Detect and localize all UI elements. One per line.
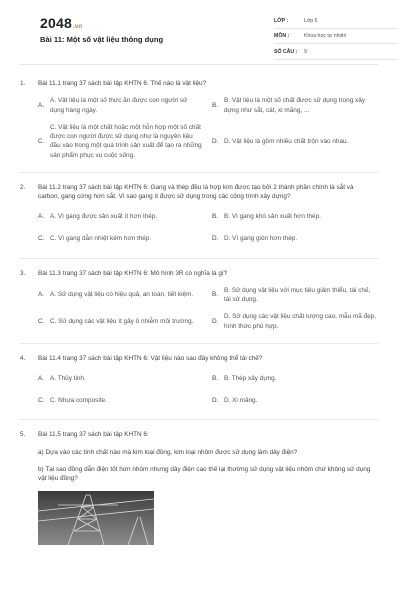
option-letter: B. xyxy=(212,291,219,299)
option-c[interactable] xyxy=(38,232,204,246)
question-1 xyxy=(20,79,378,168)
question-number: 3. xyxy=(20,269,26,277)
question-number: 4. xyxy=(20,354,26,362)
option-grid xyxy=(20,371,378,415)
option-letter: A. xyxy=(38,291,45,299)
option-letter: C. xyxy=(38,318,45,326)
question-list xyxy=(20,79,378,545)
option-letter: D. xyxy=(212,318,219,326)
option-letter: C. xyxy=(38,137,45,145)
option-text: C. Sử dụng các vật liệu ít gây ô nhiễm môi trường. xyxy=(50,318,194,326)
option-letter: D. xyxy=(212,234,219,242)
option-b[interactable] xyxy=(212,210,378,224)
option-grid xyxy=(20,286,378,339)
option-text: B. Vì gang khó sản xuất hơn thép. xyxy=(224,212,321,220)
meta-row-class xyxy=(274,13,398,29)
divider xyxy=(20,172,378,173)
question-text: Bài 11.5 trang 37 sách bài tập KHTN 6: xyxy=(38,431,149,439)
page-title: Bài 11: Một số vật liệu thông dụng xyxy=(40,35,164,44)
meta-label: MÔN : xyxy=(274,33,290,40)
option-d[interactable] xyxy=(212,123,378,160)
meta-value: Khoa học tự nhiên xyxy=(304,33,347,40)
header-divider xyxy=(20,64,378,65)
option-letter: B. xyxy=(212,212,219,220)
question-part-a: a) Dựa vào các tính chất nào mà kim loại đồng, kim loại nhôm được sử dụng làm dây điện? xyxy=(38,448,298,456)
option-grid xyxy=(20,96,378,168)
option-text: C. Vì gang dẫn nhiệt kém hơn thép. xyxy=(50,234,152,242)
option-text: A. Thủy tinh. xyxy=(50,374,86,382)
option-c[interactable] xyxy=(38,393,204,407)
option-text: D. Vật liệu là gồm nhiều chất trộn vào nhau. xyxy=(224,137,349,145)
divider xyxy=(20,419,378,420)
option-text: C. Nhựa composite. xyxy=(50,396,107,404)
option-c[interactable] xyxy=(38,312,204,331)
option-grid xyxy=(20,210,378,254)
power-tower-illustration xyxy=(38,491,154,545)
logo-text: 2048 xyxy=(40,15,72,31)
option-letter: A. xyxy=(38,374,45,382)
option-d[interactable] xyxy=(212,232,378,246)
option-text: A. Vật liệu là một số thức ăn được con người sử dụng hàng ngày. xyxy=(50,97,188,114)
question-text: Bài 11.3 trang 37 sách bài tập KHTN 6: Mô hình 3R có nghĩa là gì? xyxy=(38,269,228,277)
meta-table xyxy=(274,13,398,60)
option-b[interactable] xyxy=(212,96,378,115)
option-d[interactable] xyxy=(212,312,378,331)
option-a[interactable] xyxy=(38,286,204,305)
site-logo[interactable] xyxy=(40,13,82,33)
header xyxy=(20,0,378,62)
meta-label: SỐ CÂU : xyxy=(274,48,298,55)
question-5 xyxy=(20,430,378,545)
option-letter: D. xyxy=(212,137,219,145)
divider xyxy=(20,343,378,344)
meta-label: LỚP : xyxy=(274,17,289,24)
question-number: 1. xyxy=(20,80,26,87)
option-letter: A. xyxy=(38,101,45,109)
meta-value: Lớp 6 xyxy=(304,17,318,24)
option-c[interactable] xyxy=(38,123,204,160)
option-text: C. Vật liệu là một chất hoặc một hỗn hợp một số chất được con người được sử dụng như là nguyên liệu đầu vào trong một quá trình sản xuất để tạo ra những sản phẩm phục vụ cuộc sống. xyxy=(50,123,202,159)
question-text: Bài 11.1 trang 37 sách bài tập KHTN 6: Thế nào là vật liệu? xyxy=(38,80,207,87)
meta-row-subject xyxy=(274,29,398,45)
question-3 xyxy=(20,269,378,339)
option-a[interactable] xyxy=(38,96,204,115)
power-tower-photo xyxy=(38,491,154,545)
option-a[interactable] xyxy=(38,210,204,224)
divider xyxy=(20,258,378,259)
option-b[interactable] xyxy=(212,286,378,305)
option-text: B. Vật liệu là một số chất được sử dụng trong xây dựng như sắt, cát, xi măng, ... xyxy=(224,97,365,114)
question-text: Bài 11.2 trang 37 sách bài tập KHTN 6: Gang và thép đều là hợp kim được tạo bởi 2 thành phần chính là sắt và carbon, gang cứng hơn sắt. Vì sao gang ít được sử dụng trong các công trình xây dựng? xyxy=(38,183,354,201)
option-letter: B. xyxy=(212,374,219,382)
question-number: 2. xyxy=(20,183,26,191)
option-text: A. Vì gang được sản xuất ít hơn thép. xyxy=(50,212,158,220)
option-text: D. Sử dụng các vật liệu chất lượng cao, mẫu mã đẹp, hình thức phù hợp. xyxy=(224,313,376,330)
option-text: A. Sử dụng vật liệu có hiệu quả, an toàn, tiết kiệm. xyxy=(50,291,194,299)
option-letter: C. xyxy=(38,234,45,242)
option-text: D. Xi măng. xyxy=(224,396,258,404)
meta-row-count xyxy=(274,44,398,60)
option-letter: B. xyxy=(212,101,219,109)
option-letter: D. xyxy=(212,396,219,404)
logo-suffix: .vn xyxy=(72,24,83,30)
question-4 xyxy=(20,354,378,415)
question-part-b: b) Tại sao đồng dẫn điện tốt hơn nhôm nhưng dây điện cao thế lại thường sử dụng vật liệu nhôm chứ không sử dụng vật liệu đồng? xyxy=(38,465,371,483)
option-b[interactable] xyxy=(212,371,378,385)
question-text: Bài 11.4 trang 37 sách bài tập KHTN 6: Vật liệu nào sau đây không thể tái chế? xyxy=(38,354,263,362)
option-letter: A. xyxy=(38,212,45,220)
question-number: 5. xyxy=(20,431,26,439)
question-2 xyxy=(20,183,378,254)
option-text: B. Thép xây dựng. xyxy=(224,374,277,382)
option-a[interactable] xyxy=(38,371,204,385)
option-d[interactable] xyxy=(212,393,378,407)
option-text: B. Sử dụng vật liệu với mục tiêu giảm thiểu, tái chế, tái sử dụng. xyxy=(224,286,371,304)
option-letter: C. xyxy=(38,396,45,404)
option-text: D. Vì gang giòn hơn thép. xyxy=(224,234,298,242)
meta-value: 9 xyxy=(304,48,307,55)
